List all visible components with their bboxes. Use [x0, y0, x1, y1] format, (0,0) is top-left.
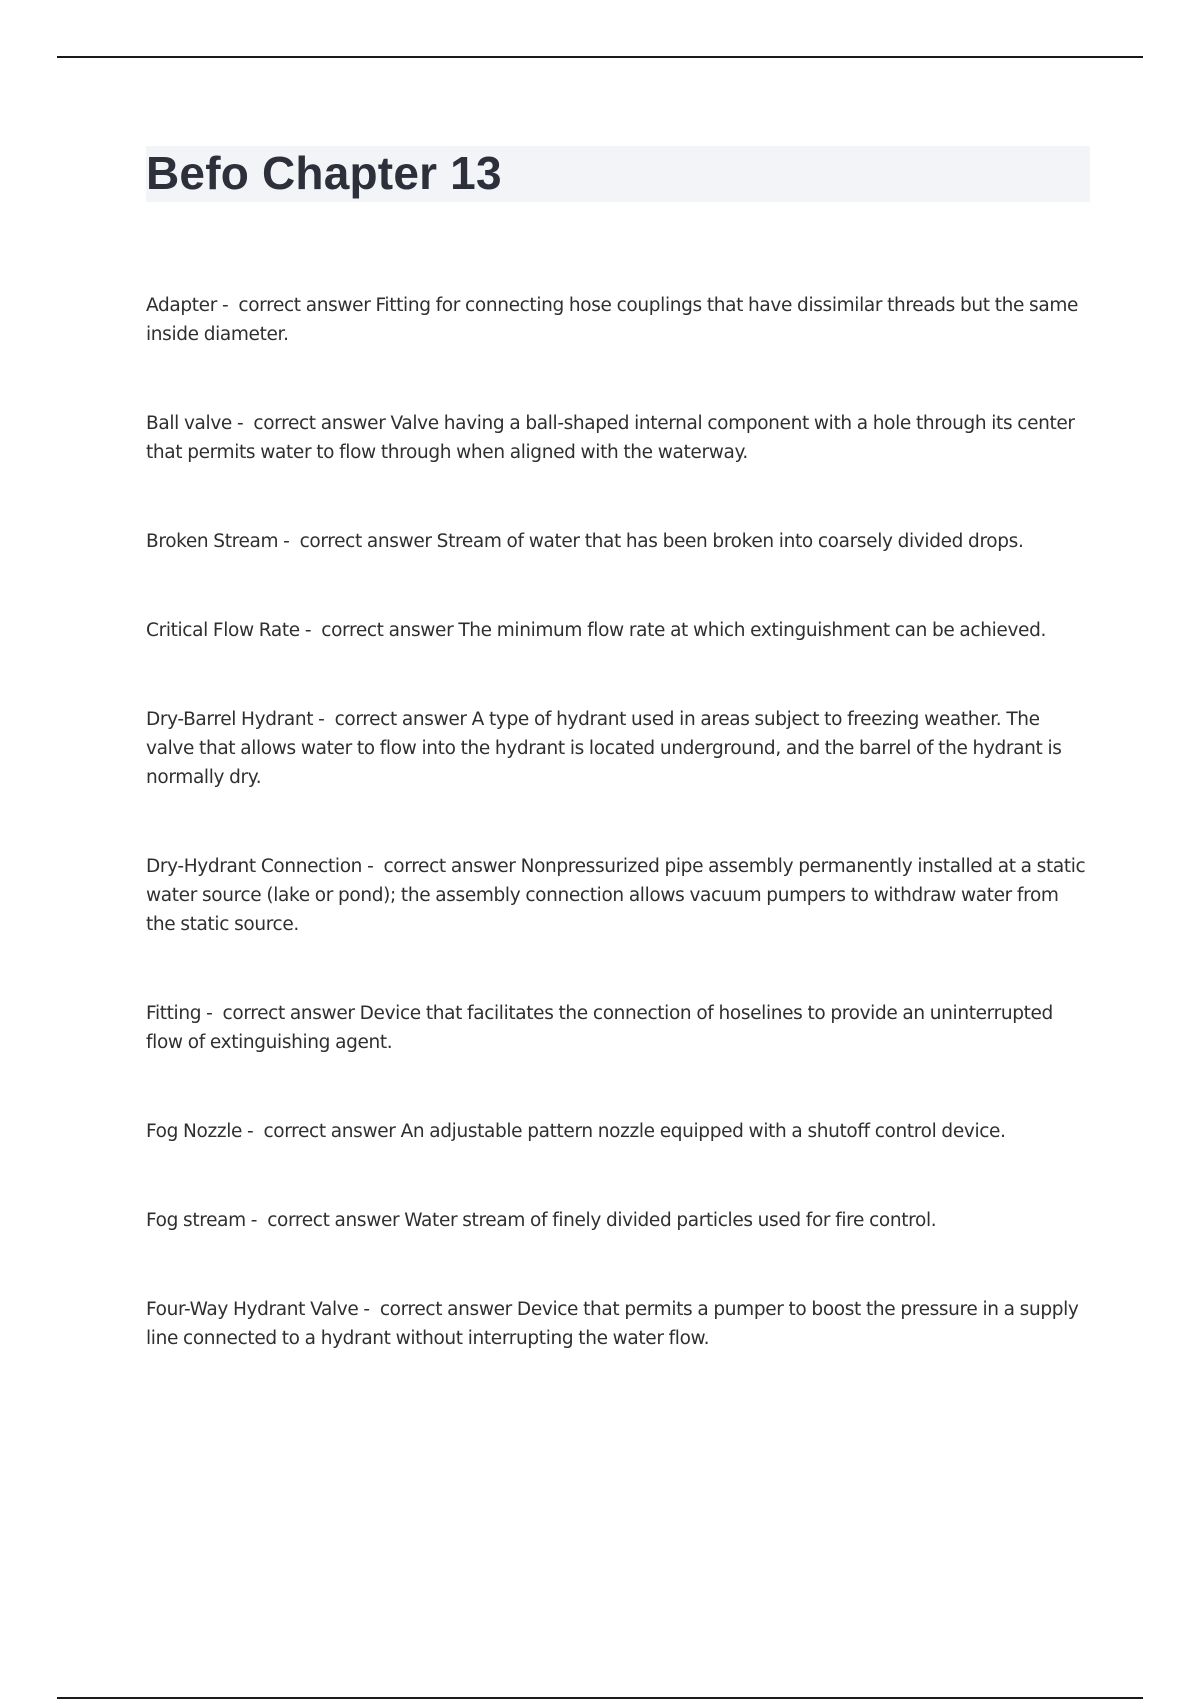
entry-label: correct answer	[267, 1210, 400, 1231]
entry-label: correct answer	[383, 856, 516, 877]
entry-term: Fog stream	[146, 1210, 246, 1231]
entry-separator: -	[245, 1210, 268, 1231]
entry-term: Fitting	[146, 1003, 202, 1024]
entry-term: Dry-Barrel Hydrant	[146, 709, 314, 730]
document-title: Befo Chapter 13	[146, 147, 502, 199]
entry-critical-flow-rate	[146, 616, 1090, 645]
entry-dry-barrel-hydrant	[146, 705, 1090, 792]
entry-label: correct answer	[238, 295, 371, 316]
entry-definition: A type of hydrant used in areas subject to freezing weather. The valve that allows water to flow into the hydrant is located underground, and the barrel of the hydrant is normally dry.	[146, 709, 1062, 788]
entry-label: correct answer	[379, 1299, 512, 1320]
entry-broken-stream	[146, 527, 1090, 556]
entry-definition: Device that permits a pumper to boost the pressure in a supply line connected to a hydrant without interrupting the water flow.	[146, 1299, 1079, 1349]
entry-label: correct answer	[222, 1003, 355, 1024]
entry-definition: Stream of water that has been broken into coarsely divided drops.	[436, 531, 1024, 552]
entry-label: correct answer	[321, 620, 454, 641]
entry-separator: -	[201, 1003, 223, 1024]
entry-definition: Valve having a ball-shaped internal component with a hole through its center that permits water to flow through when aligned with the waterway.	[146, 413, 1075, 463]
entry-definition: Device that facilitates the connection of hoselines to provide an uninterrupted flow of extinguishing agent.	[146, 1003, 1053, 1053]
entry-separator: -	[231, 413, 254, 434]
entry-label: correct answer	[334, 709, 467, 730]
entry-definition: Fitting for connecting hose couplings that have dissimilar threads but the same inside diameter.	[146, 295, 1079, 345]
entry-separator: -	[362, 856, 384, 877]
entry-separator: -	[313, 709, 335, 730]
entry-term: Broken Stream	[146, 531, 279, 552]
entry-definition: Nonpressurized pipe assembly permanently installed at a static water source (lake or pond); the assembly connection allows vacuum pumpers to withdraw water from the static source.	[146, 856, 1086, 935]
entry-label: correct answer	[299, 531, 432, 552]
entry-term: Four-Way Hydrant Valve	[146, 1299, 359, 1320]
entry-separator: -	[278, 531, 300, 552]
entry-definition: The minimum flow rate at which extinguishment can be achieved.	[458, 620, 1046, 641]
entry-four-way-hydrant-valve	[146, 1295, 1090, 1353]
top-rule	[57, 56, 1143, 58]
entry-separator: -	[216, 295, 239, 316]
entry-label: correct answer	[263, 1121, 396, 1142]
entry-separator: -	[358, 1299, 380, 1320]
entry-dry-hydrant-connection	[146, 852, 1090, 939]
entry-fog-stream	[146, 1206, 1090, 1235]
entry-fog-nozzle	[146, 1117, 1090, 1146]
entry-definition: An adjustable pattern nozzle equipped with a shutoff control device.	[400, 1121, 1006, 1142]
entry-term: Dry-Hydrant Connection	[146, 856, 363, 877]
entry-adapter	[146, 291, 1090, 349]
entry-separator: -	[299, 620, 322, 641]
entry-label: correct answer	[253, 413, 386, 434]
bottom-rule	[57, 1697, 1143, 1699]
entry-ball-valve	[146, 409, 1090, 467]
entry-separator: -	[242, 1121, 264, 1142]
entry-term: Adapter	[146, 295, 217, 316]
entry-definition: Water stream of finely divided particles used for fire control.	[404, 1210, 937, 1231]
entry-term: Fog Nozzle	[146, 1121, 243, 1142]
entry-fitting	[146, 999, 1090, 1057]
entry-term: Ball valve	[146, 413, 232, 434]
entry-term: Critical Flow Rate	[146, 620, 300, 641]
entry-list	[146, 291, 1090, 1413]
